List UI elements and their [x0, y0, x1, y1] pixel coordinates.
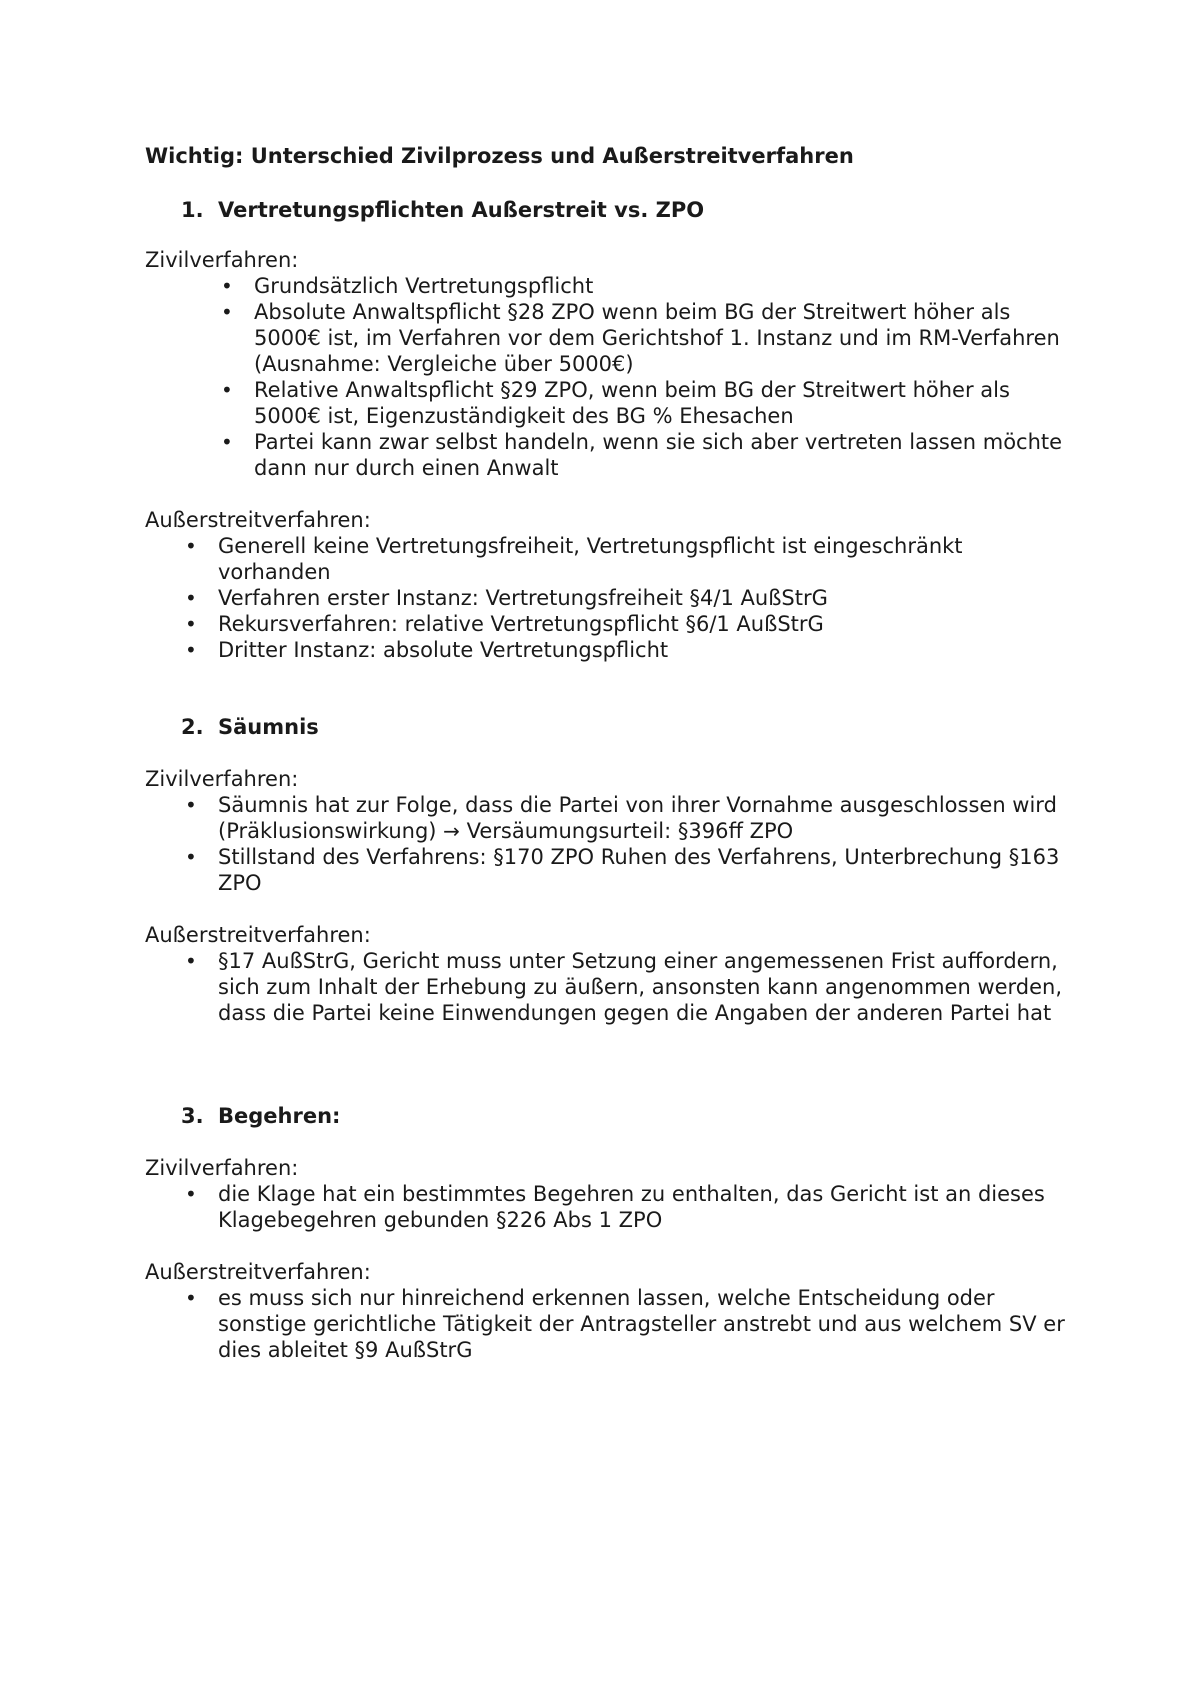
document-title: Wichtig: Unterschied Zivilprozess und Außerstreitverfahren	[145, 144, 854, 168]
list-item: • Verfahren erster Instanz: Vertretungsfreiheit §4/1 AußStrG	[185, 586, 828, 610]
bullet-icon: •	[185, 1182, 197, 1206]
bullet-icon: •	[185, 1286, 197, 1310]
list-item: • Rekursverfahren: relative Vertretungspflicht §6/1 AußStrG	[185, 612, 824, 636]
list-item: • Säumnis hat zur Folge, dass die Partei von ihrer Vornahme ausgeschlossen wird (Präklusionswirkung) → Versäumungsurteil: §396ff ZPO	[185, 793, 1057, 843]
bullet-icon: •	[221, 378, 233, 402]
list-item: • §17 AußStrG, Gericht muss unter Setzung einer angemessenen Frist auffordern, sich zum Inhalt der Erhebung zu äußern, ansonsten kann angenommen werden, dass die Partei keine Einwendungen gegen die Angaben der anderen Partei hat	[185, 949, 1063, 1025]
bullet-icon: •	[185, 612, 197, 636]
bullet-icon: •	[185, 845, 197, 869]
bullet-icon: •	[221, 274, 233, 298]
civil-procedure-label: Zivilverfahren:	[145, 248, 299, 272]
section-number: 2.	[181, 715, 204, 739]
bullet-icon: •	[185, 534, 197, 558]
bullet-icon: •	[221, 430, 233, 454]
section-number: 1.	[181, 198, 204, 222]
list-item: • Grundsätzlich Vertretungspflicht	[221, 274, 594, 298]
bullet-icon: •	[185, 638, 197, 662]
section-heading-2	[181, 714, 319, 740]
section-number: 3.	[181, 1104, 204, 1128]
list-item: • Partei kann zwar selbst handeln, wenn sie sich aber vertreten lassen möchte dann nur durch einen Anwalt	[221, 430, 1063, 480]
bullet-icon: •	[221, 300, 233, 324]
list-item: • Absolute Anwaltspflicht §28 ZPO wenn beim BG der Streitwert höher als 5000€ ist, im Verfahren vor dem Gerichtshof 1. Instanz und im RM-Verfahren (Ausnahme: Vergleiche über 5000€)	[221, 300, 1060, 376]
bullet-icon: •	[185, 586, 197, 610]
section-title: Säumnis	[218, 715, 319, 739]
list-item: • es muss sich nur hinreichend erkennen lassen, welche Entscheidung oder sonstige gerichtliche Tätigkeit der Antragsteller anstrebt und aus welchem SV er dies ableitet §9 AußStrG	[185, 1286, 1065, 1362]
list-item: • Stillstand des Verfahrens: §170 ZPO Ruhen des Verfahrens, Unterbrechung §163 ZPO	[185, 845, 1060, 895]
civil-procedure-list	[185, 792, 1068, 896]
noncontentious-procedure-label: Außerstreitverfahren:	[145, 508, 371, 532]
list-item: • Dritter Instanz: absolute Vertretungspflicht	[185, 638, 669, 662]
section-title: Vertretungspflichten Außerstreit vs. ZPO	[218, 198, 705, 222]
noncontentious-procedure-list	[185, 1285, 1068, 1363]
list-item: • Generell keine Vertretungsfreiheit, Vertretungspflicht ist eingeschränkt vorhanden	[185, 534, 963, 584]
civil-procedure-label: Zivilverfahren:	[145, 767, 299, 791]
civil-procedure-list	[185, 1181, 1068, 1233]
section-heading-3	[181, 1103, 340, 1129]
noncontentious-procedure-list	[185, 948, 1068, 1026]
list-item: • die Klage hat ein bestimmtes Begehren zu enthalten, das Gericht ist an dieses Klagebegehren gebunden §226 Abs 1 ZPO	[185, 1182, 1045, 1232]
bullet-icon: •	[185, 793, 197, 817]
noncontentious-procedure-label: Außerstreitverfahren:	[145, 923, 371, 947]
arrow-right-icon: →	[443, 819, 460, 843]
bullet-icon: •	[185, 949, 197, 973]
noncontentious-procedure-list	[185, 533, 1068, 663]
civil-procedure-label: Zivilverfahren:	[145, 1156, 299, 1180]
list-item: • Relative Anwaltspflicht §29 ZPO, wenn beim BG der Streitwert höher als 5000€ ist, Eigenzuständigkeit des BG % Ehesachen	[221, 378, 1010, 428]
noncontentious-procedure-label: Außerstreitverfahren:	[145, 1260, 371, 1284]
civil-procedure-list	[221, 273, 1074, 481]
section-heading-1	[181, 197, 704, 223]
section-title: Begehren:	[218, 1104, 341, 1128]
